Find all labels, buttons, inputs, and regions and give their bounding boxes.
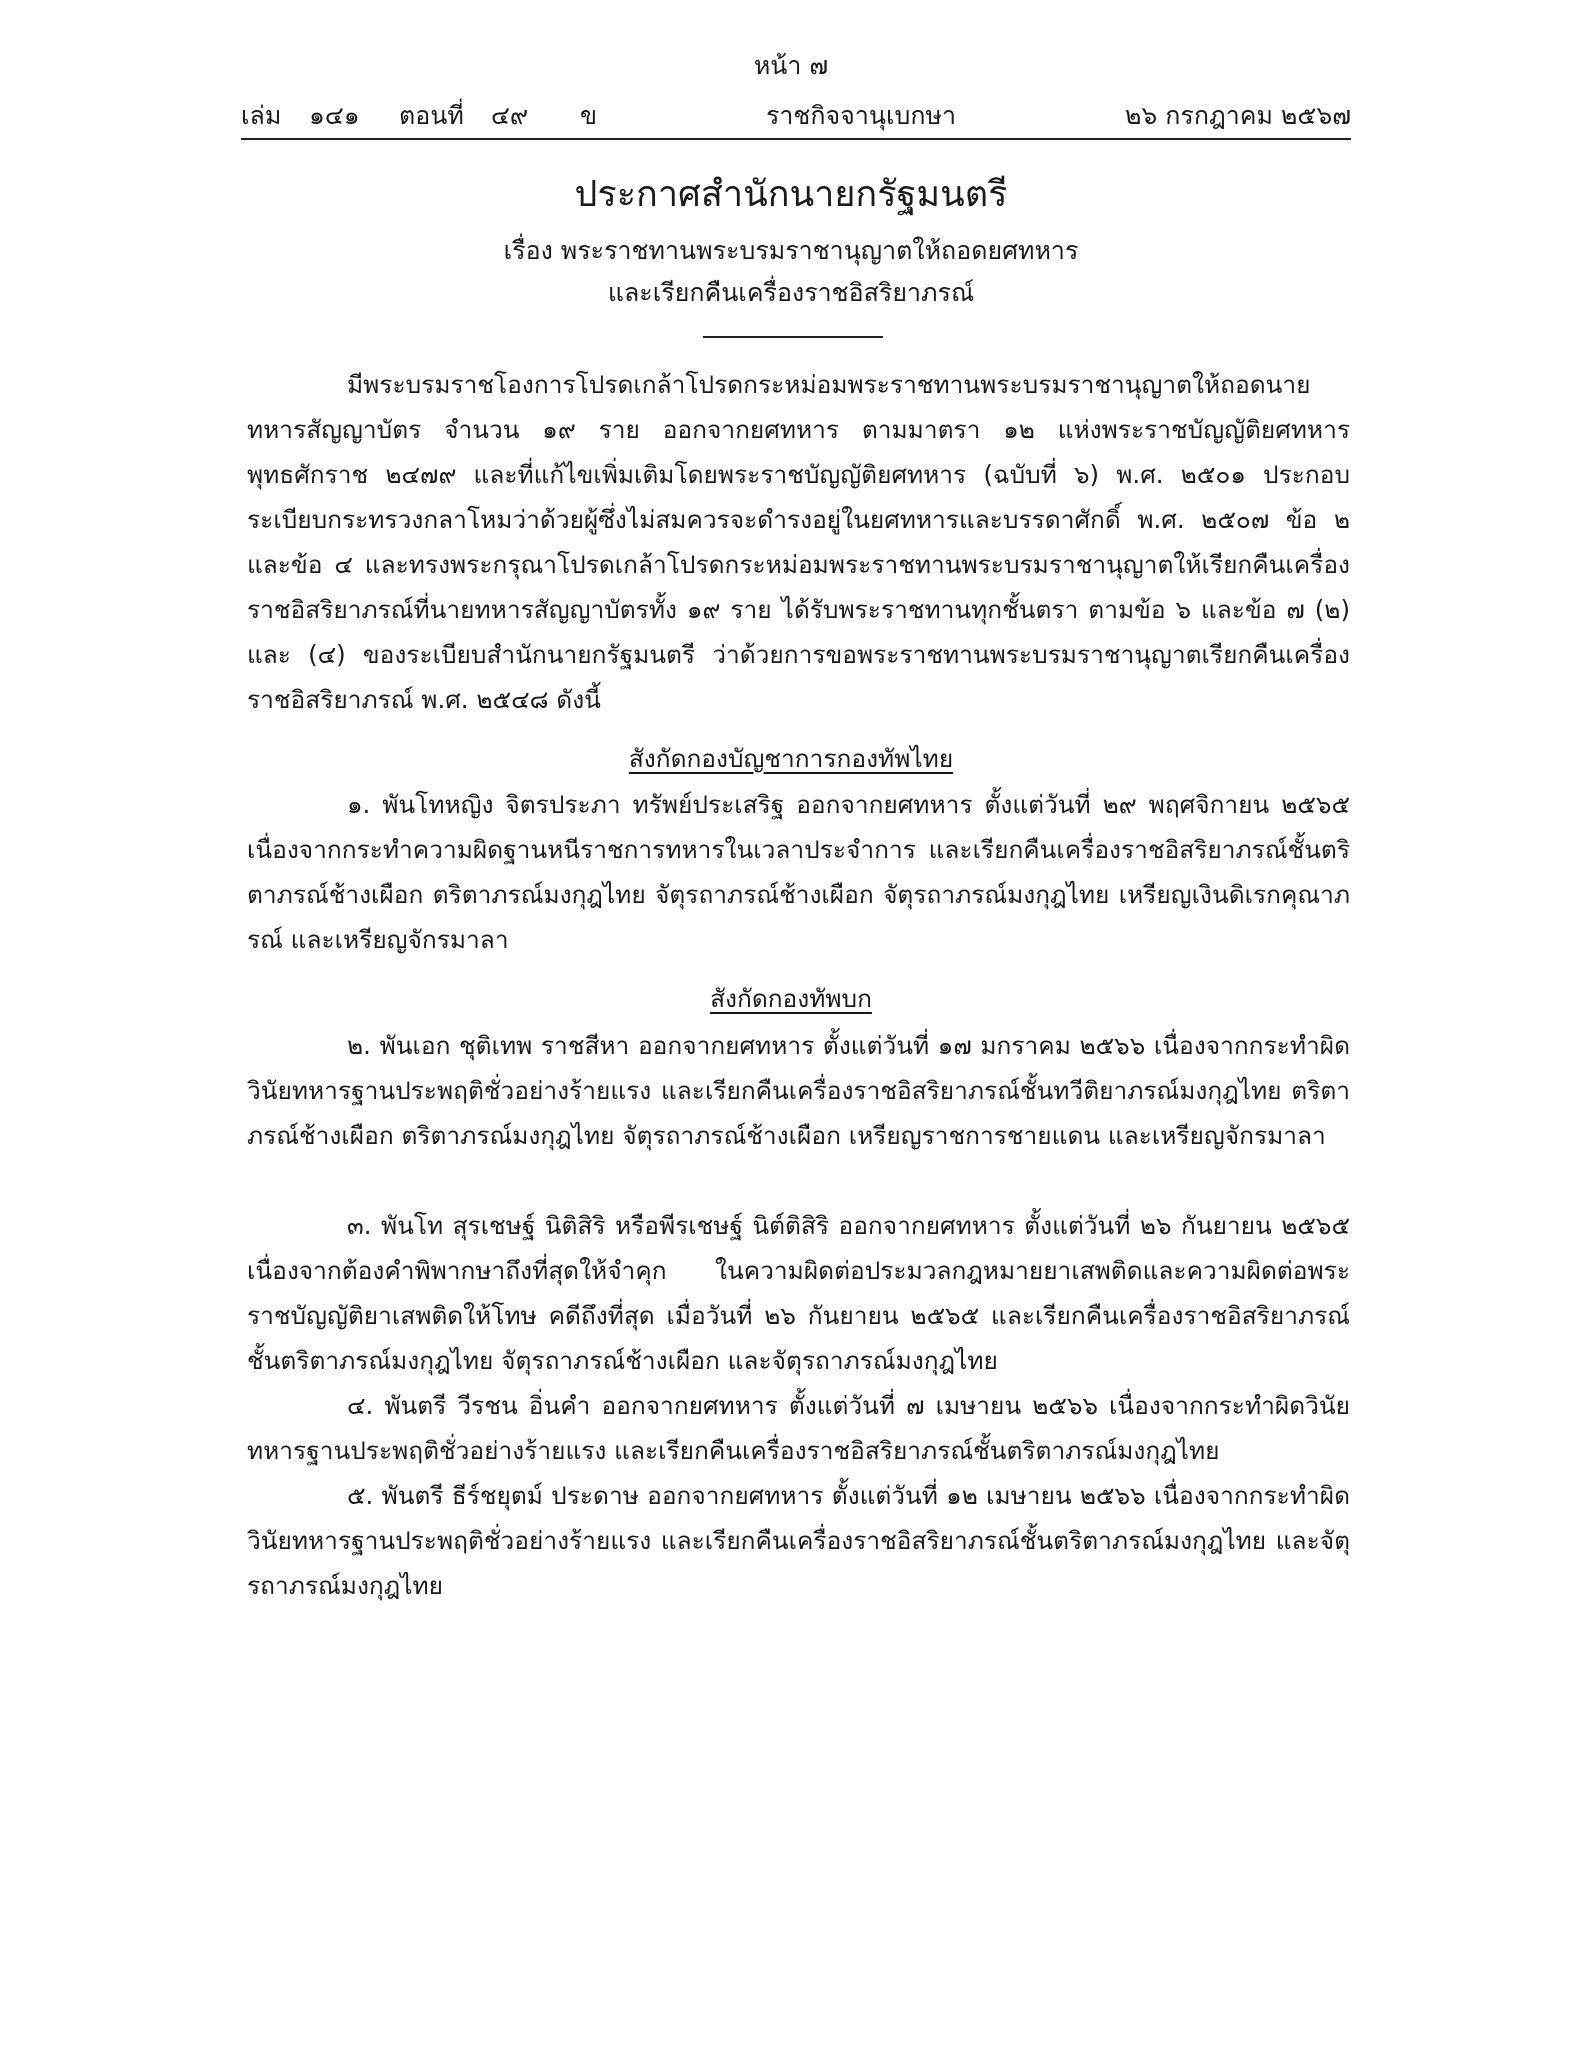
issue-label: ตอนที่ xyxy=(399,101,464,130)
list-item-4: ๔. พันตรี วีรชน อิ่นคำ ออกจากยศทหาร ตั้งแต่วันที่ ๗ เมษายน ๒๕๖๖ เนื่องจากกระทำผิดวินัยทหารฐานประพฤติชั่วอย่างร้ายแรง และเรียกคืนเครื่องราชอิสริยาภรณ์ชั้นตริตาภรณ์มงกุฎไทย xyxy=(247,1391,1350,1465)
header-divider xyxy=(241,138,1351,140)
unit-heading-royal-thai-armed-forces: สังกัดกองบัญชาการกองทัพไทย xyxy=(628,744,954,773)
intro-paragraph: มีพระบรมราชโองการโปรดเกล้าโปรดกระหม่อมพระราชทานพระบรมราชานุญาตให้ถอดนายทหารสัญญาบัตร จำนวน ๑๙ ราย ออกจากยศทหาร ตามมาตรา ๑๒ แห่งพระราชบัญญัติยศทหาร พุทธศักราช ๒๔๗๙ และที่แก้ไขเพิ่มเติมโดยพระราชบัญญัติยศทหาร (ฉบับที่ ๖) พ.ศ. ๒๕๐๑ ประกอบระเบียบกระทรวงกลาโหมว่าด้วยผู้ซึ่งไม่สมควรจะดำรงอยู่ในยศทหารและบรรดาศักดิ์ พ.ศ. ๒๕๐๗ ข้อ ๒ และข้อ ๔ และทรงพระกรุณาโปรดเกล้าโปรดกระหม่อมพระราชทานพระบรมราชานุญาตให้เรียกคืนเครื่องราชอิสริยาภรณ์ที่นายทหารสัญญาบัตรทั้ง ๑๙ ราย ได้รับพระราชทานทุกชั้นตรา ตามข้อ ๖ และข้อ ๗ (๒) และ (๔) ของระเบียบสำนักนายกรัฐมนตรี ว่าด้วยการขอพระราชทานพระบรมราชานุญาตเรียกคืนเครื่องราชอิสริยาภรณ์ พ.ศ. ๒๕๔๘ ดังนี้ xyxy=(247,370,1350,714)
volume-number: ๑๔๑ xyxy=(309,101,360,130)
section-letter: ข xyxy=(580,101,598,130)
list-item-2: ๒. พันเอก ชุติเทพ ราชสีหา ออกจากยศทหาร ตั้งแต่วันที่ ๑๗ มกราคม ๒๕๖๖ เนื่องจากกระทำผิดวินัยทหารฐานประพฤติชั่วอย่างร้ายแรง และเรียกคืนเครื่องราชอิสริยาภรณ์ชั้นทวีติยาภรณ์มงกุฎไทย ตริตาภรณ์ช้างเผือก ตริตาภรณ์มงกุฎไทย จัตุรถาภรณ์ช้างเผือก เหรียญราชการชายแดน และเหรียญจักรมาลา xyxy=(247,1031,1350,1150)
publication-date: ๒๖ กรกฎาคม ๒๕๖๗ xyxy=(1124,101,1351,130)
list-item-3: ๓. พันโท สุรเชษฐ์ นิติสิริ หรือพีรเชษฐ์ นิต์ติสิริ ออกจากยศทหาร ตั้งแต่วันที่ ๒๖ กันยายน ๒๕๖๕ เนื่องจากต้องคำพิพากษาถึงที่สุดให้จำคุก ในความผิดต่อประมวลกฎหมายยาเสพติดและความผิดต่อพระราชบัญญัติยาเสพติดให้โทษ คดีถึงที่สุด เมื่อวันที่ ๒๖ กันยายน ๒๕๖๕ และเรียกคืนเครื่องราชอิสริยาภรณ์ชั้นตริตาภรณ์มงกุฎไทย จัตุรถาภรณ์ช้างเผือก และจัตุรถาภรณ์มงกุฎไทย xyxy=(247,1211,1350,1375)
announcement-title: ประกาศสำนักนายกรัฐมนตรี xyxy=(574,174,1008,215)
list-item-5: ๕. พันตรี ธีร์ชยุตม์ ประดาษ ออกจากยศทหาร ตั้งแต่วันที่ ๑๒ เมษายน ๒๕๖๖ เนื่องจากกระทำผิดวินัยทหารฐานประพฤติชั่วอย่างร้ายแรง และเรียกคืนเครื่องราชอิสริยาภรณ์ชั้นตริตาภรณ์มงกุฎไทย และจัตุรถาภรณ์มงกุฎไทย xyxy=(247,1481,1350,1600)
subject-line-2: และเรียกคืนเครื่องราชอิสริยาภรณ์ xyxy=(607,278,975,307)
title-divider xyxy=(703,336,883,338)
gazette-name: ราชกิจจานุเบกษา xyxy=(765,101,957,130)
running-header xyxy=(241,98,1351,134)
unit-heading-royal-thai-army: สังกัดกองทัพบก xyxy=(710,984,872,1013)
issue-number: ๔๙ xyxy=(491,101,529,130)
list-item-1: ๑. พันโทหญิง จิตรประภา ทรัพย์ประเสริฐ ออกจากยศทหาร ตั้งแต่วันที่ ๒๙ พฤศจิกายน ๒๕๖๕ เนื่องจากกระทำความผิดฐานหนีราชการทหารในเวลาประจำการ และเรียกคืนเครื่องราชอิสริยาภรณ์ชั้นตริตาภรณ์ช้างเผือก ตริตาภรณ์มงกุฎไทย จัตุรถาภรณ์ช้างเผือก จัตุรถาภรณ์มงกุฎไทย เหรียญเงินดิเรกคุณาภรณ์ และเหรียญจักรมาลา xyxy=(247,790,1350,954)
announcement-subject xyxy=(0,230,1582,314)
subject-line-1: เรื่อง พระราชทานพระบรมราชานุญาตให้ถอดยศทหาร xyxy=(503,236,1079,265)
page-number: หน้า ๗ xyxy=(753,51,829,80)
volume-label: เล่ม xyxy=(241,101,282,130)
